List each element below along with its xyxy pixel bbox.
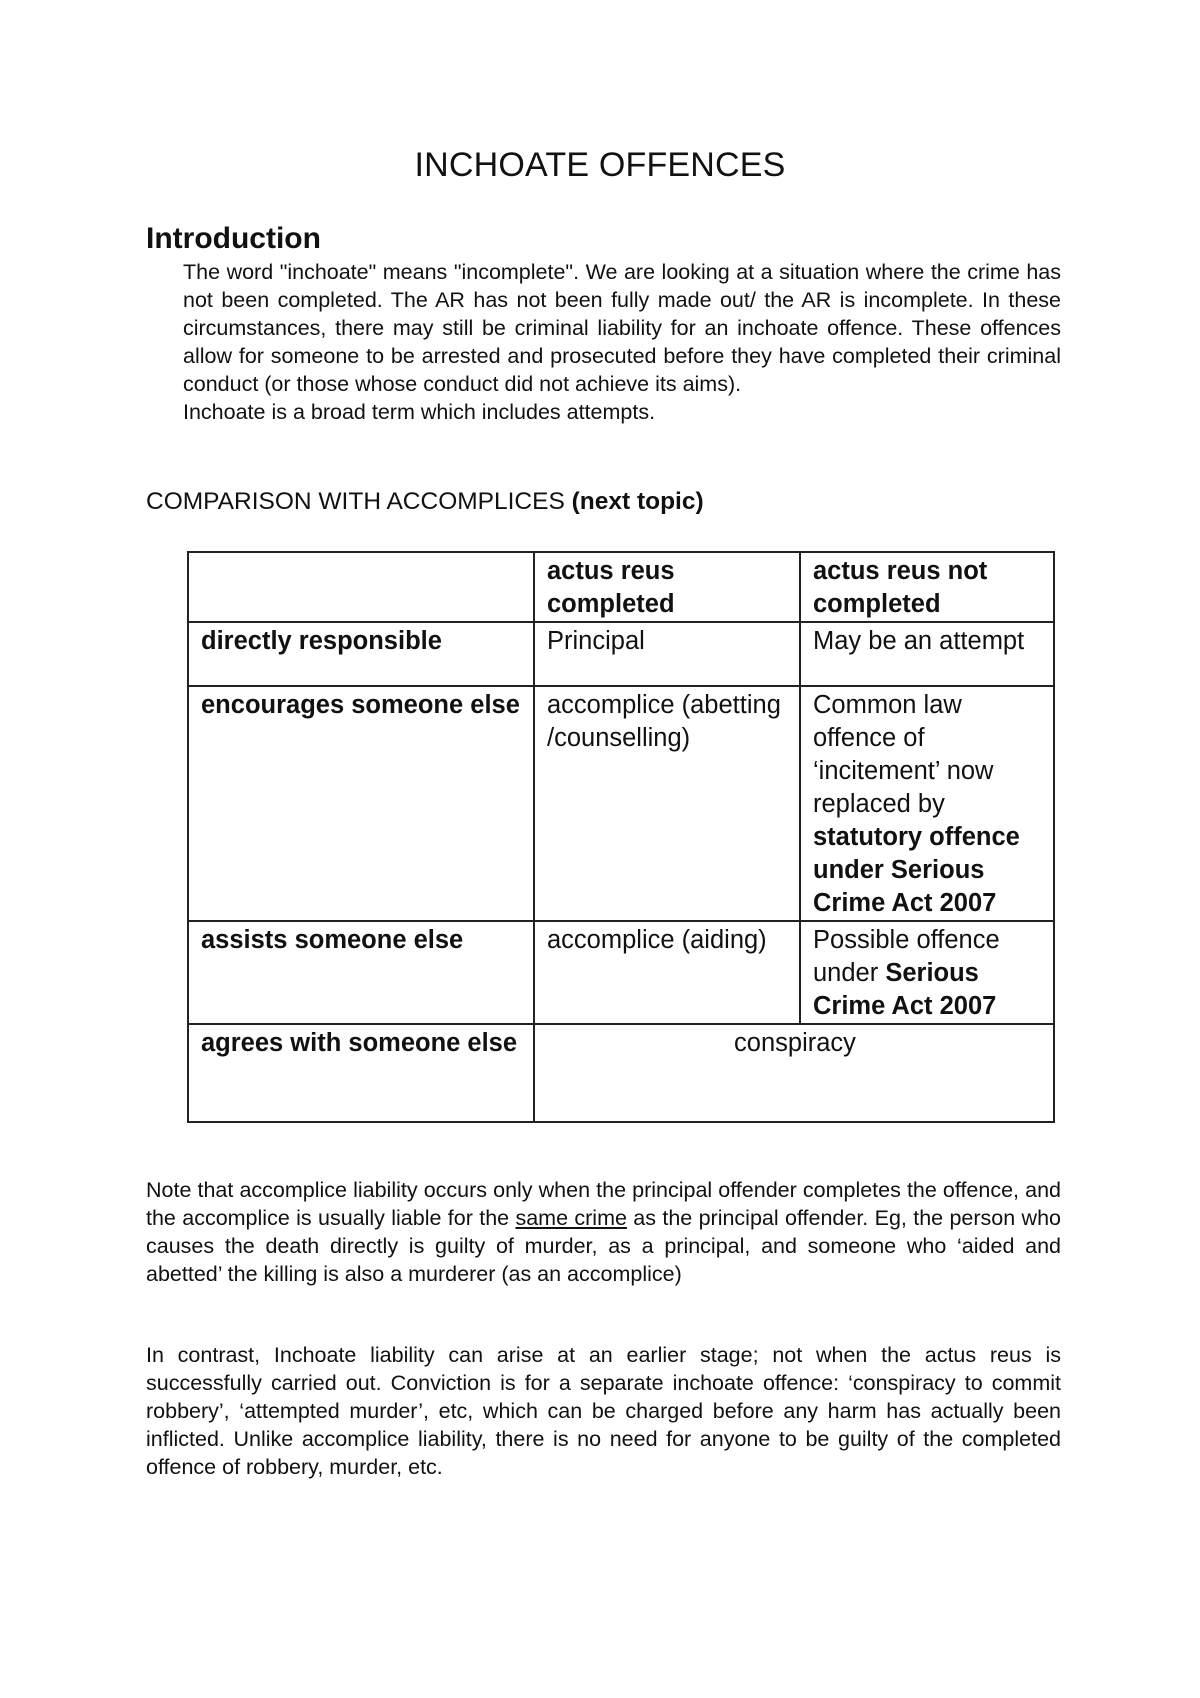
table-row	[188, 622, 1054, 686]
cell-completed: accomplice (aiding)	[534, 921, 800, 1024]
note-text: Note that accomplice liability occurs only when the principal offender completes the offence, and the accomplice is usually liable for the	[146, 1178, 1061, 1230]
cell-completed: Principal	[534, 622, 800, 686]
note-paragraph-1	[146, 1176, 1061, 1288]
note-paragraph-2: In contrast, Inchoate liability can arise at an earlier stage; not when the actus reus is successfully carried out. Conviction is for a separate inchoate offence: ‘conspiracy to commit robbery’, ‘attempted murder’, etc, which can be charged before any harm has actually been inflicted. Unlike accomplice liability, there is no need for anyone to be guilty of the completed offence of robbery, murder, etc.	[146, 1343, 1061, 1479]
row-label: assists someone else	[188, 921, 534, 1024]
comparison-heading	[146, 488, 704, 516]
cell-not-completed	[800, 921, 1054, 1024]
note-underlined: same crime	[515, 1206, 627, 1230]
header-cell-empty	[188, 552, 534, 622]
cell-not-completed	[800, 686, 1054, 921]
introduction-heading: Introduction	[146, 222, 321, 255]
table-row	[188, 921, 1054, 1024]
comparison-table	[187, 551, 1055, 1123]
row-label: directly responsible	[188, 622, 534, 686]
table-row	[188, 1024, 1054, 1122]
introduction-body	[183, 258, 1061, 426]
row-label: encourages someone else	[188, 686, 534, 921]
introduction-paragraph: The word "inchoate" means "incomplete". We are looking at a situation where the crime has not been completed. The AR has not been fully made out/ the AR is incomplete. In these circumstances, there may still be criminal liability for an inchoate offence. These offences allow for someone to be arrested and prosecuted before they have completed their criminal conduct (or those whose conduct did not achieve its aims).	[183, 260, 1061, 396]
comparison-heading-text: COMPARISON WITH ACCOMPLICES	[146, 488, 565, 515]
header-cell-not-completed: actus reus not completed	[800, 552, 1054, 622]
note-text-after: as the principal offender. Eg, the person who causes the death directly is guilty of murder, as a principal, and someone who ‘aided and abetted’ the killing is also a murderer (as an accomplice)	[146, 1206, 1061, 1286]
table-header-row	[188, 552, 1054, 622]
cell-text-plain: Common law offence of ‘incitement’ now replaced by	[813, 691, 994, 818]
cell-text-bold: statutory offence under Serious Crime Act 2007	[813, 823, 1020, 917]
page-title: INCHOATE OFFENCES	[414, 146, 786, 184]
cell-not-completed: May be an attempt	[800, 622, 1054, 686]
comparison-heading-suffix: (next topic)	[571, 488, 704, 515]
row-label: agrees with someone else	[188, 1024, 534, 1122]
table-row	[188, 686, 1054, 921]
cell-text-plain: Possible offence under	[813, 926, 1000, 987]
cell-merged: conspiracy	[534, 1024, 1054, 1122]
introduction-paragraph-2: Inchoate is a broad term which includes attempts.	[183, 400, 656, 424]
header-cell-completed: actus reus completed	[534, 552, 800, 622]
cell-text-bold: Serious Crime Act 2007	[813, 959, 997, 1020]
cell-completed: accomplice (abetting /counselling)	[534, 686, 800, 921]
